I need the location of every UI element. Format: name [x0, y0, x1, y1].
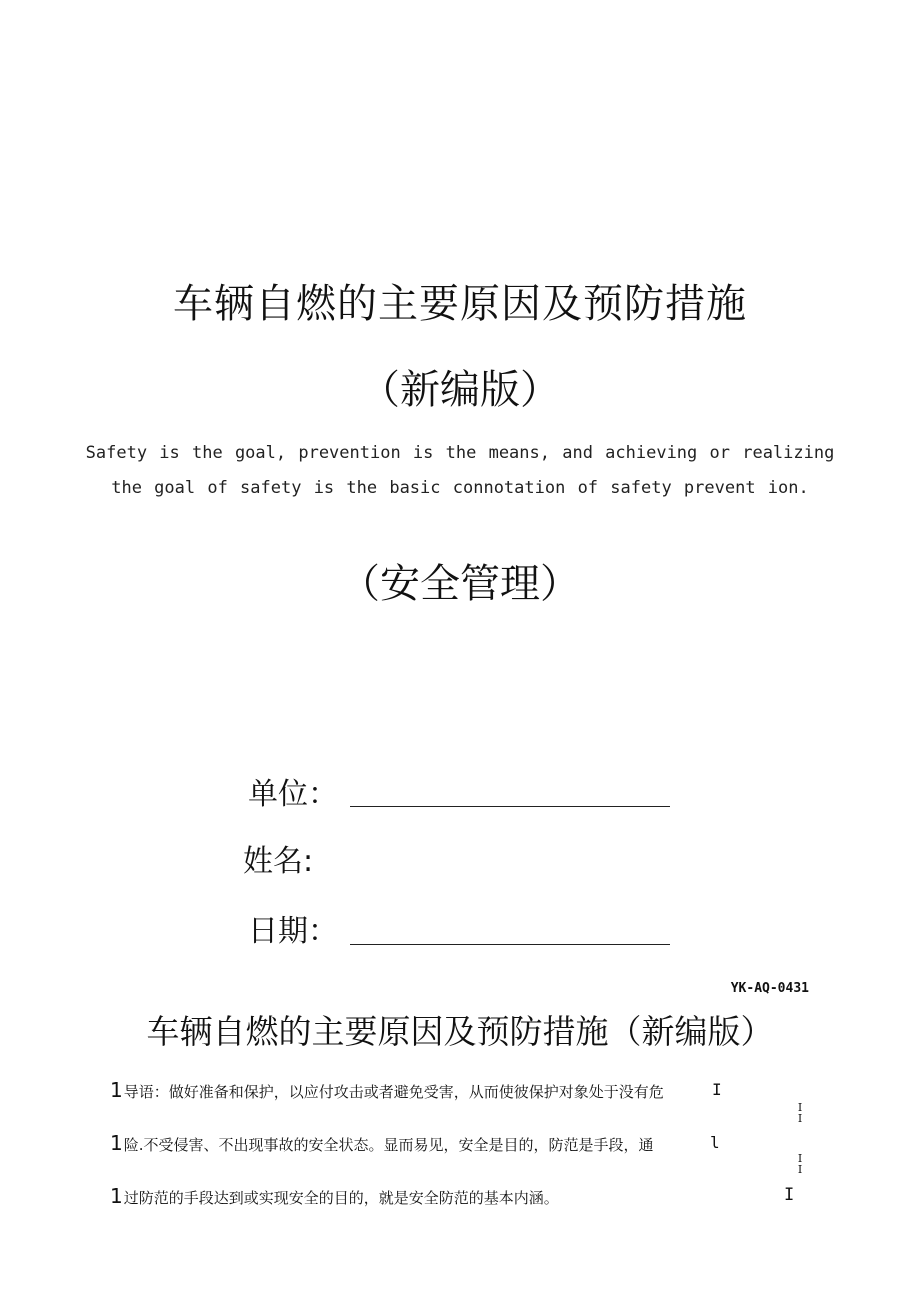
line-end-mark: l [710, 1133, 720, 1152]
cover-title: 车辆自燃的主要原因及预防措施 [173, 281, 747, 327]
document-code: YK-AQ-0431 [730, 981, 809, 996]
line-text: 险.不受侵害、不出现事故的安全状态。显而易见，安全是目的，防范是手段，通 [123, 1136, 654, 1154]
line-end-mark: I [712, 1080, 722, 1099]
line-number: 1 [110, 1131, 123, 1155]
unit-blank-line [350, 806, 670, 807]
category-label: （安全管理） [340, 561, 580, 607]
english-tagline-line-1: Safety is the goal, prevention is the means, and achieving or realizing [85, 443, 835, 463]
line-number: 1 [110, 1184, 123, 1208]
margin-mark: I I [797, 1152, 803, 1176]
body-line-1 [110, 1078, 664, 1104]
date-blank-line [350, 944, 670, 945]
body-line-3 [110, 1184, 559, 1210]
english-tagline-line-2: the goal of safety is the basic connotation of safety prevent ion. [111, 478, 809, 498]
cover-subtitle: （新编版） [360, 367, 560, 413]
unit-label: 单位： [248, 777, 338, 812]
line-end-mark: I [784, 1185, 795, 1205]
line-number: 1 [110, 1078, 123, 1102]
date-label: 日期： [248, 914, 338, 949]
body-line-2 [110, 1131, 654, 1157]
margin-mark: I I [797, 1101, 803, 1125]
line-text: 过防范的手段达到或实现安全的目的，就是安全防范的基本内涵。 [123, 1189, 559, 1207]
line-text: 导语：做好准备和保护，以应付攻击或者避免受害，从而使彼保护对象处于没有危 [123, 1083, 664, 1101]
body-title: 车辆自燃的主要原因及预防措施（新编版） [146, 1012, 774, 1051]
name-label: 姓名: [243, 844, 314, 879]
